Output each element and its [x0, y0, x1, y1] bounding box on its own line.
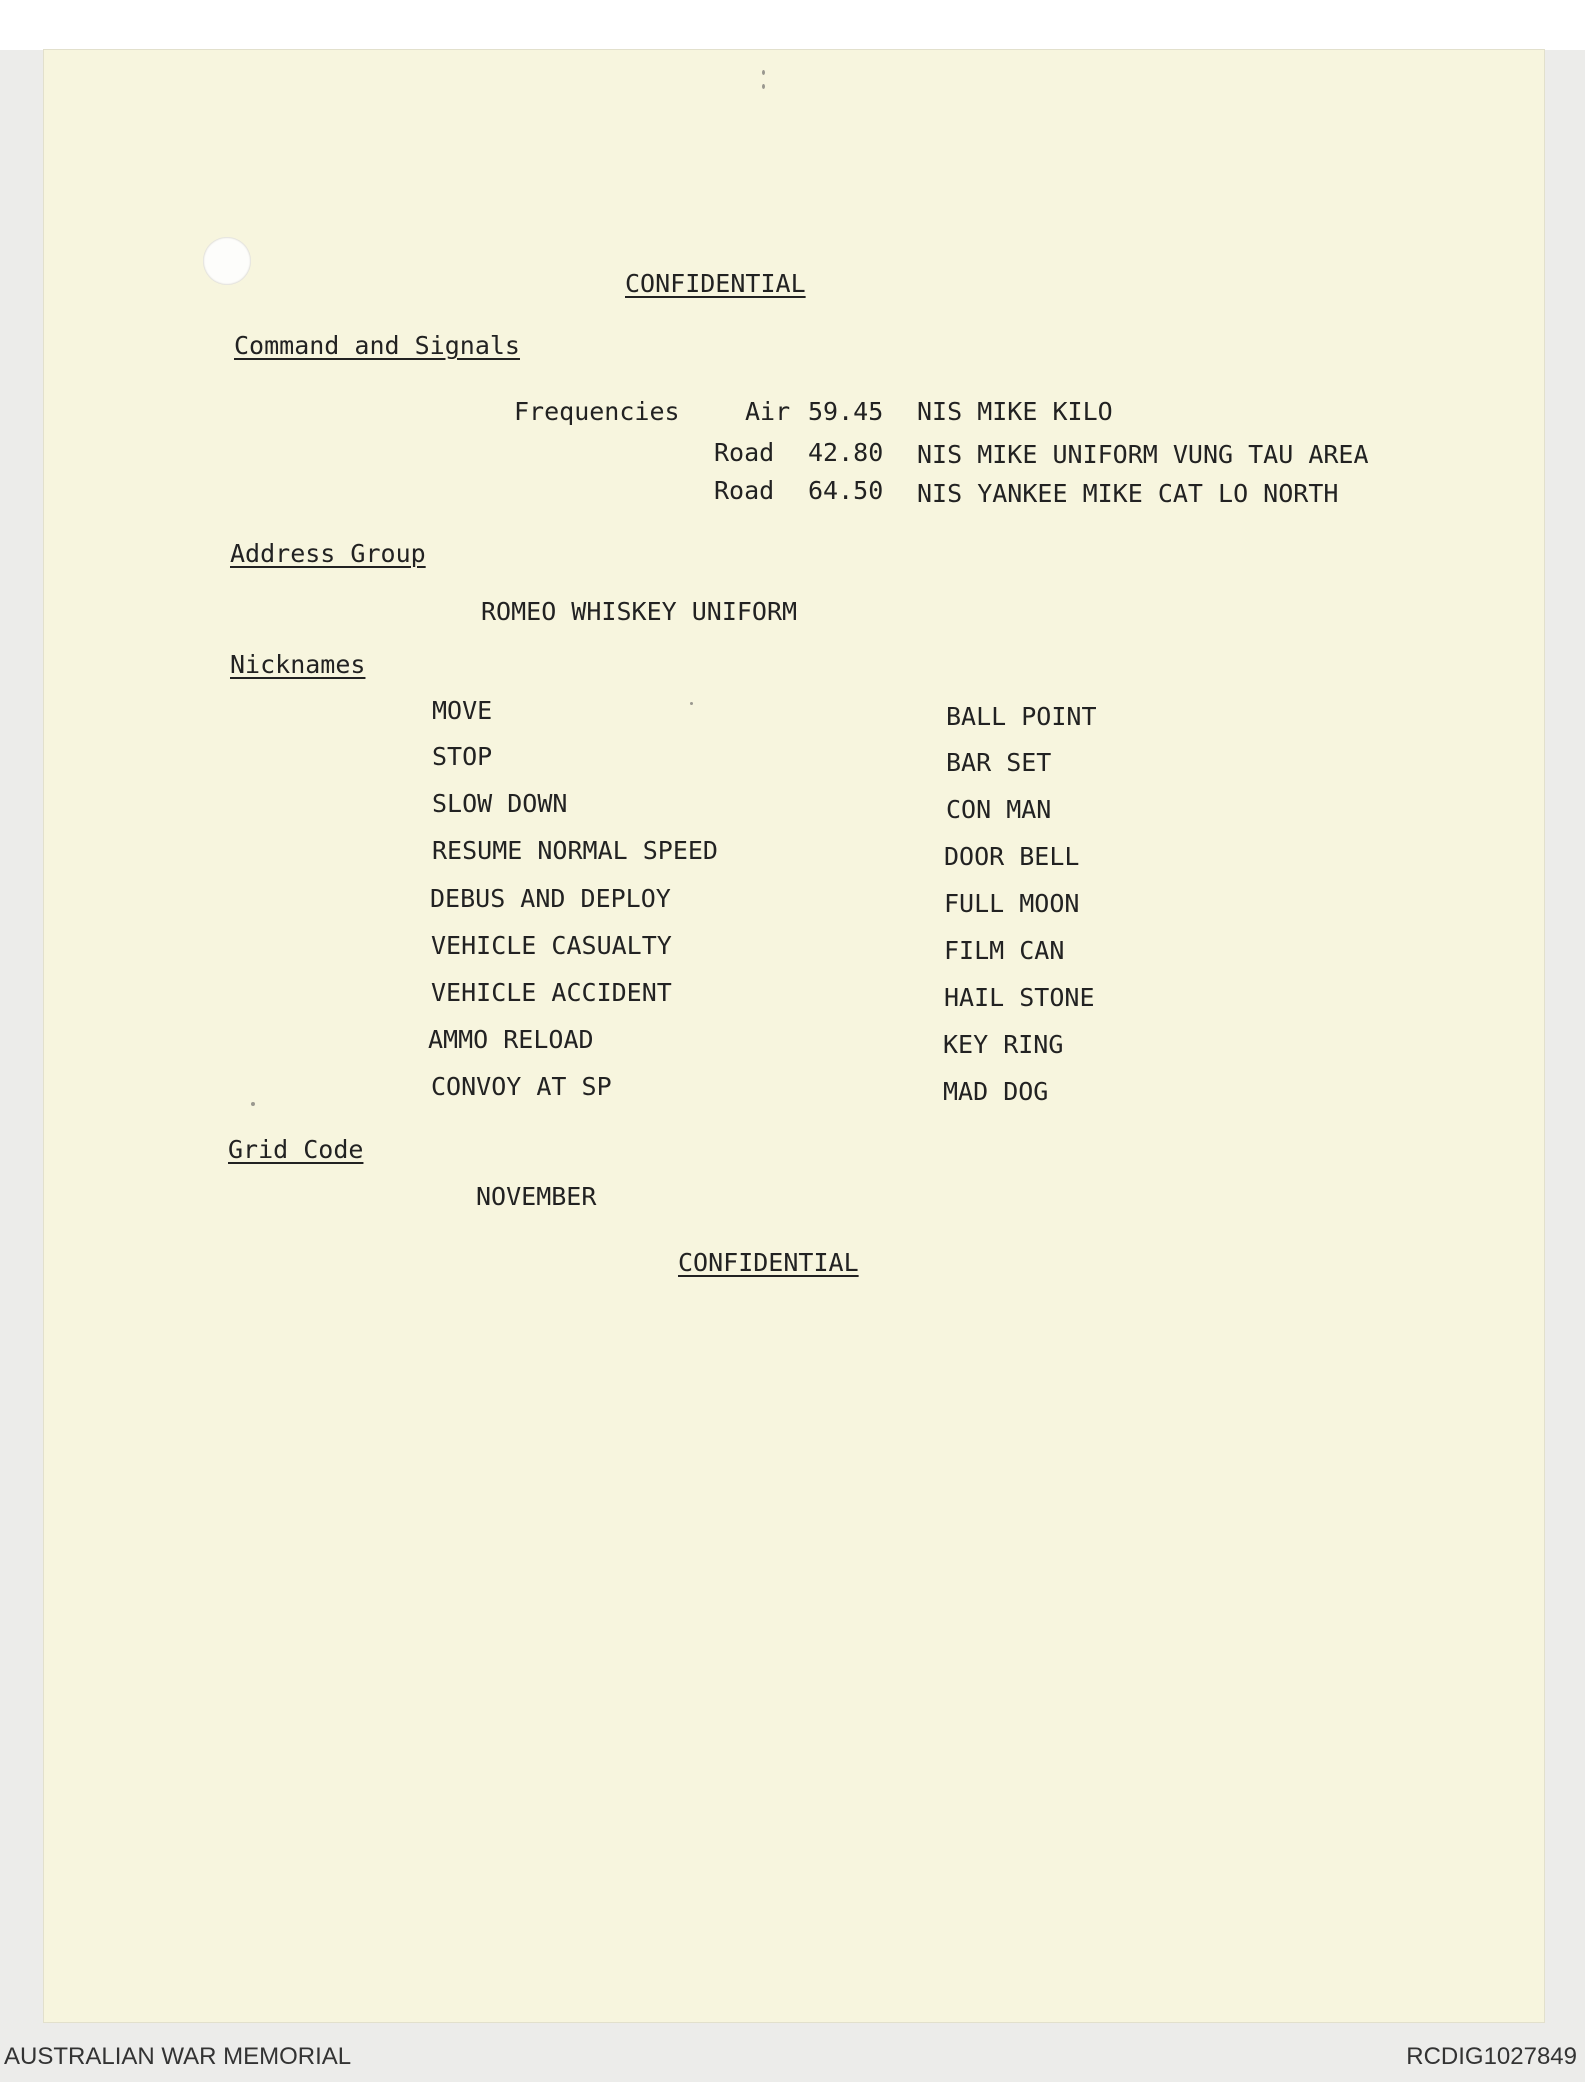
frequency-callsign: NIS MIKE KILO — [917, 397, 1113, 426]
nickname-action: RESUME NORMAL SPEED — [432, 836, 718, 865]
frequency-callsign: NIS MIKE UNIFORM VUNG TAU AREA — [917, 440, 1369, 469]
nickname-code: CON MAN — [946, 795, 1052, 824]
nickname-action: VEHICLE ACCIDENT — [431, 978, 672, 1007]
nickname-action: STOP — [432, 742, 493, 771]
dust-speck — [762, 70, 765, 75]
archive-credit: AUSTRALIAN WAR MEMORIAL — [4, 2043, 352, 2070]
section-heading-nicknames: Nicknames — [230, 650, 366, 679]
classification-footer: CONFIDENTIAL — [678, 1248, 859, 1277]
nickname-action: VEHICLE CASUALTY — [431, 931, 672, 960]
nickname-code: DOOR BELL — [944, 842, 1080, 871]
frequency-value: 42.80 — [808, 438, 884, 467]
section-heading-address-group: Address Group — [230, 539, 426, 568]
scan-top-band — [0, 0, 1585, 50]
section-heading-grid-code: Grid Code — [228, 1135, 364, 1164]
nickname-code: FULL MOON — [944, 889, 1080, 918]
nickname-action: DEBUS AND DEPLOY — [430, 884, 671, 913]
nickname-action: AMMO RELOAD — [428, 1025, 594, 1054]
dust-speck — [251, 1102, 255, 1106]
nickname-code: MAD DOG — [943, 1077, 1049, 1106]
frequencies-label: Frequencies — [514, 397, 680, 426]
nickname-code: FILM CAN — [944, 936, 1065, 965]
nickname-code: BALL POINT — [946, 702, 1097, 731]
frequency-type: Air — [745, 397, 791, 426]
grid-code-value: NOVEMBER — [476, 1182, 597, 1211]
classification-header: CONFIDENTIAL — [625, 269, 806, 298]
nickname-code: KEY RING — [943, 1030, 1064, 1059]
frequency-type: Road — [714, 476, 775, 505]
frequency-callsign: NIS YANKEE MIKE CAT LO NORTH — [917, 479, 1339, 508]
frequency-value: 64.50 — [808, 476, 884, 505]
nickname-code: HAIL STONE — [944, 983, 1095, 1012]
nickname-action: SLOW DOWN — [432, 789, 568, 818]
dust-speck — [690, 702, 693, 705]
archive-reference-id: RCDIG1027849 — [1406, 2043, 1577, 2070]
frequency-value: 59.45 — [808, 397, 884, 426]
punch-hole — [203, 237, 251, 285]
nickname-code: BAR SET — [946, 748, 1052, 777]
frequency-type: Road — [714, 438, 775, 467]
section-heading-command-and-signals: Command and Signals — [234, 331, 520, 360]
dust-speck — [762, 84, 765, 89]
address-group-value: ROMEO WHISKEY UNIFORM — [481, 597, 798, 626]
nickname-action: MOVE — [432, 696, 493, 725]
nickname-action: CONVOY AT SP — [431, 1072, 612, 1101]
